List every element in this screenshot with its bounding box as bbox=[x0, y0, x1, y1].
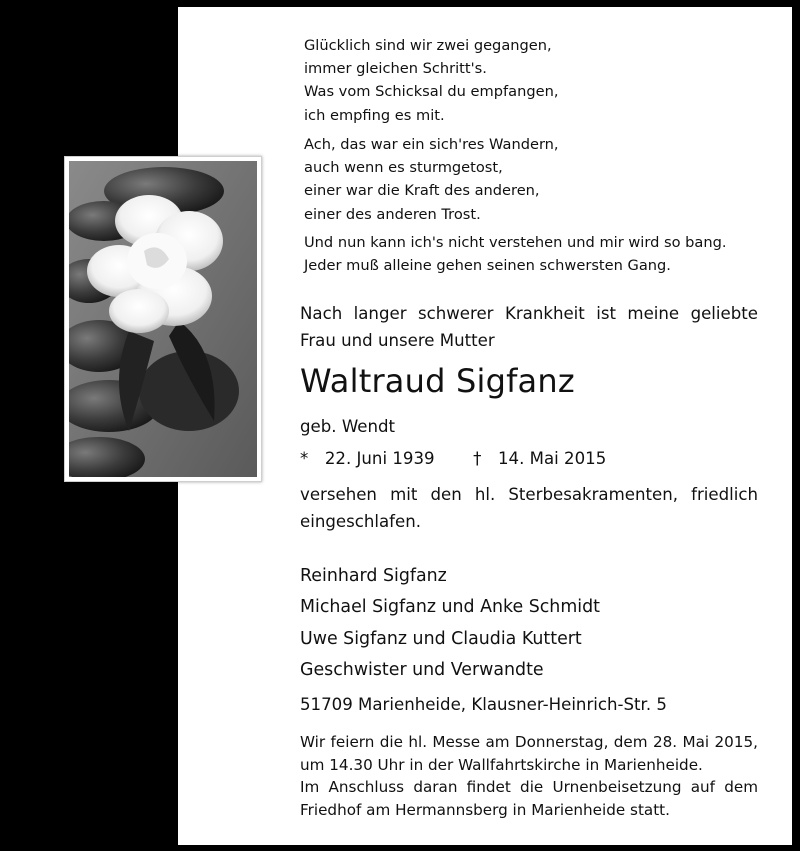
service-line: Wir feiern die hl. Messe am Donnerstag, dem 28. Mai 2015, bbox=[300, 733, 758, 751]
poem-line: immer gleichen Schritt's. bbox=[304, 60, 487, 78]
deceased-name: Waltraud Sigfanz bbox=[300, 362, 575, 400]
mourner-line: Geschwister und Verwandte bbox=[300, 659, 544, 680]
death-date: 14. Mai 2015 bbox=[498, 449, 607, 468]
life-dates bbox=[300, 448, 606, 470]
mourner-line: Reinhard Sigfanz bbox=[300, 566, 447, 586]
poem-line: Und nun kann ich's nicht verstehen und mir wird so bang. bbox=[304, 234, 727, 251]
service-info bbox=[300, 731, 758, 821]
passing-text: versehen mit den hl. Sterbesakramenten, friedlich eingeschlafen. bbox=[300, 485, 758, 531]
address: 51709 Marienheide, Klausner-Heinrich-Str. 5 bbox=[300, 695, 667, 714]
poem-line: Ach, das war ein sich'res Wandern, bbox=[304, 136, 559, 153]
photo-frame bbox=[64, 156, 262, 482]
poem-line: Was vom Schicksal du empfangen, bbox=[304, 83, 559, 101]
poem-line: einer des anderen Trost. bbox=[304, 205, 481, 223]
mourner-line: Michael Sigfanz und Anke Schmidt bbox=[300, 597, 600, 618]
birth-symbol: * bbox=[300, 449, 309, 468]
service-line: Friedhof am Hermannsberg in Marienheide statt. bbox=[300, 800, 670, 819]
mourners-list bbox=[300, 561, 600, 686]
service-line: Im Anschluss daran findet die Urnenbeisetzung auf dem bbox=[300, 778, 758, 796]
poem-stanza-1 bbox=[304, 34, 558, 127]
announcement-intro: Nach langer schwerer Krankheit ist meine geliebte Frau und unsere Mutter bbox=[300, 304, 758, 350]
poem-line: ich empfing es mit. bbox=[304, 106, 445, 124]
birth-date: 22. Juni 1939 bbox=[324, 449, 435, 468]
mourner-line: Uwe Sigfanz und Claudia Kuttert bbox=[300, 628, 582, 649]
poem-stanza-3 bbox=[304, 231, 727, 277]
poem-line: Jeder muß alleine gehen seinen schwersten Gang. bbox=[304, 257, 671, 275]
death-symbol: † bbox=[473, 449, 482, 468]
poem-line: einer war die Kraft des anderen, bbox=[304, 182, 540, 200]
poem-line: auch wenn es sturmgetost, bbox=[304, 159, 503, 177]
poem-line: Glücklich sind wir zwei gegangen, bbox=[304, 37, 552, 54]
poem-stanza-2 bbox=[304, 133, 559, 226]
gardenia-on-stones-image bbox=[69, 161, 257, 477]
service-line: um 14.30 Uhr in der Wallfahrtskirche in Marienheide. bbox=[300, 755, 703, 774]
maiden-name: geb. Wendt bbox=[300, 417, 396, 436]
